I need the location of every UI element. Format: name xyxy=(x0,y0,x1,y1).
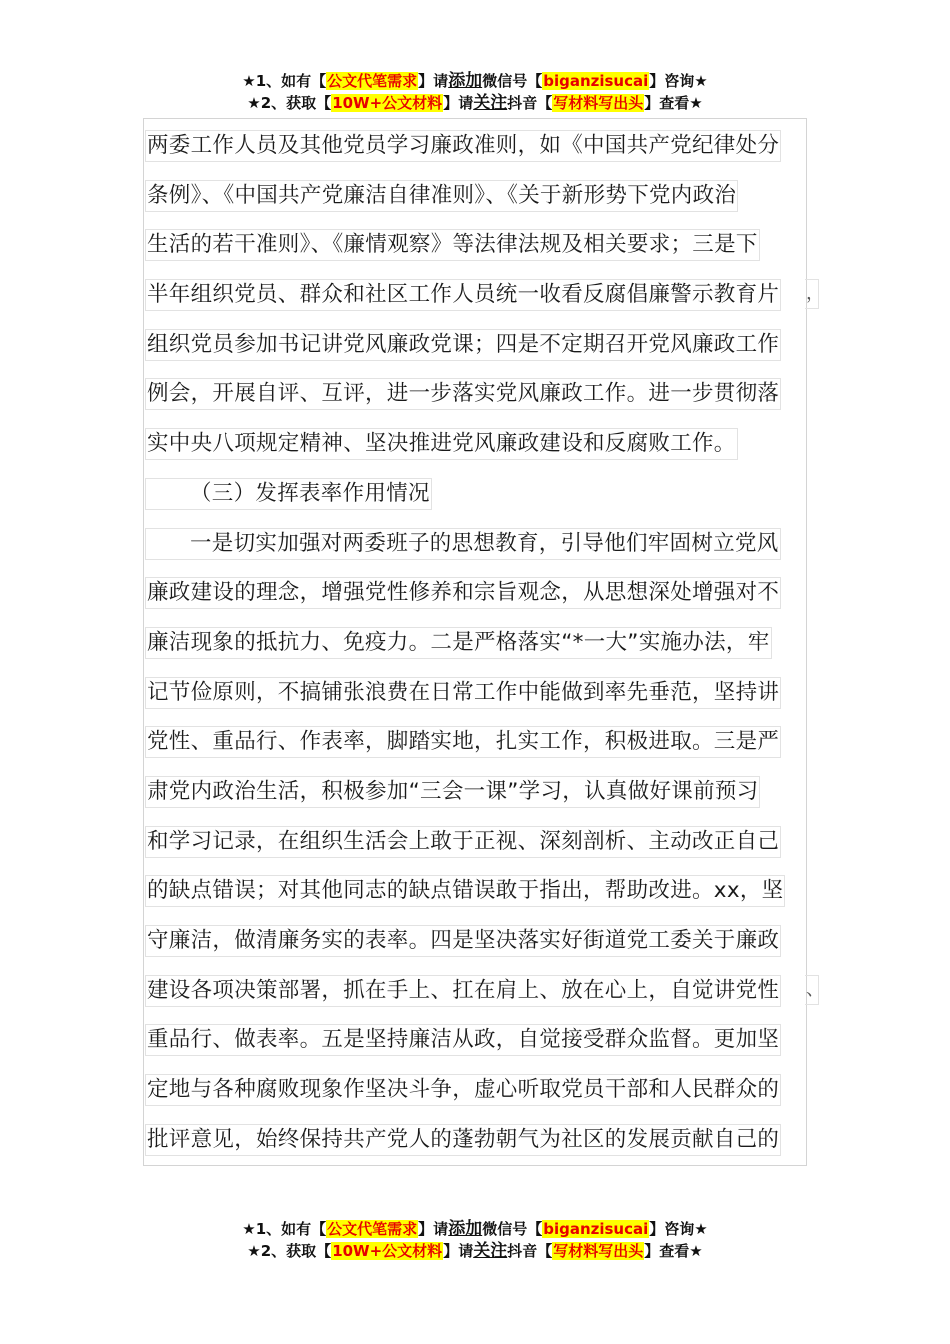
highlight-service: 公文代笔需求 xyxy=(327,1220,418,1238)
banner-text: 】查看★ xyxy=(644,1242,703,1260)
banner-text: 】咨询★ xyxy=(649,1220,708,1238)
paragraph-line: 记节俭原则，不搞铺张浪费在日常工作中能做到率先垂范，坚持讲 xyxy=(145,677,781,709)
text-line xyxy=(145,320,825,370)
text-line xyxy=(145,270,825,320)
banner-text: 】请 xyxy=(443,1242,474,1260)
overflow-punctuation: 、 xyxy=(805,975,819,1005)
paragraph-line: 条例》、《中国共产党廉洁自律准则》、《关于新形势下党内政治 xyxy=(145,180,738,212)
text-line xyxy=(145,369,825,419)
banner-text: 】请 xyxy=(418,1220,449,1238)
paragraph-line: 的缺点错误；对其他同志的缺点错误敢于指出，帮助改进。xx，坚 xyxy=(145,875,785,907)
highlight-douyin-account: 写材料写出头 xyxy=(553,1242,644,1260)
paragraph-line: 廉洁现象的抵抗力、免疫力。二是严格落实“*一大”实施办法，牢 xyxy=(145,627,772,659)
banner-line-1 xyxy=(0,70,950,92)
text-line xyxy=(145,419,825,469)
text-line xyxy=(145,220,825,270)
banner-text: 】查看★ xyxy=(644,94,703,112)
text-line xyxy=(145,469,825,519)
paragraph-line: 重品行、做表率。五是坚持廉洁从政，自觉接受群众监督。更加坚 xyxy=(145,1024,781,1056)
paragraph-line: 一是切实加强对两委班子的思想教育，引导他们牢固树立党风 xyxy=(145,528,781,560)
paragraph-line: 批评意见，始终保持共产党人的蓬勃朝气为社区的发展贡献自己的 xyxy=(145,1124,781,1156)
paragraph-line: 定地与各种腐败现象作坚决斗争，虚心听取党员干部和人民群众的 xyxy=(145,1074,781,1106)
document-body xyxy=(145,121,825,1164)
banner-text: ★2、获取【 xyxy=(247,94,332,112)
banner-text: ★2、获取【 xyxy=(247,1242,332,1260)
text-line xyxy=(145,1065,825,1115)
paragraph-line: 实中央八项规定精神、坚决推进党风廉政建设和反腐败工作。 xyxy=(145,428,738,460)
banner-text: 抖音【 xyxy=(507,94,553,112)
text-line xyxy=(145,866,825,916)
highlight-service: 公文代笔需求 xyxy=(327,72,418,90)
highlight-materials: 10W+公文材料 xyxy=(332,94,443,112)
banner-text: 】咨询★ xyxy=(649,72,708,90)
banner-line-2 xyxy=(0,92,950,114)
paragraph-line: 廉政建设的理念，增强党性修养和宗旨观念，从思想深处增强对不 xyxy=(145,577,781,609)
text-line xyxy=(145,817,825,867)
text-line xyxy=(145,519,825,569)
banner-text: ★1、如有【 xyxy=(242,1220,327,1238)
banner-text: 抖音【 xyxy=(507,1242,553,1260)
footer-banner xyxy=(0,1218,950,1262)
text-line xyxy=(145,966,825,1016)
banner-text: 】请 xyxy=(443,94,474,112)
text-line xyxy=(145,171,825,221)
section-heading: （三）发挥表率作用情况 xyxy=(145,478,432,510)
paragraph-line: 和学习记录，在组织生活会上敢于正视、深刻剖析、主动改正自己 xyxy=(145,826,781,858)
text-line xyxy=(145,1015,825,1065)
banner-text: ★1、如有【 xyxy=(242,72,327,90)
text-line xyxy=(145,568,825,618)
highlight-douyin-account: 写材料写出头 xyxy=(553,94,644,112)
paragraph-line: 生活的若干准则》、《廉情观察》等法律法规及相关要求；三是下 xyxy=(145,229,760,261)
underlined-text: 添加 xyxy=(448,1219,483,1239)
banner-text: 微信号【 xyxy=(482,72,543,90)
text-line xyxy=(145,767,825,817)
highlight-wechat-id: biganzisucai xyxy=(543,1220,649,1238)
paragraph-line: 例会，开展自评、互评，进一步落实党风廉政工作。进一步贯彻落 xyxy=(145,378,781,410)
highlight-wechat-id: biganzisucai xyxy=(543,72,649,90)
text-line xyxy=(145,668,825,718)
underlined-text: 添加 xyxy=(448,71,483,91)
paragraph-line: 建设各项决策部署，抓在手上、扛在肩上、放在心上，自觉讲党性 xyxy=(145,975,781,1007)
paragraph-line: 党性、重品行、作表率，脚踏实地，扎实工作，积极进取。三是严 xyxy=(145,726,781,758)
highlight-materials: 10W+公文材料 xyxy=(332,1242,443,1260)
text-line xyxy=(145,916,825,966)
underlined-text: 关注 xyxy=(473,1241,508,1261)
banner-text: 微信号【 xyxy=(482,1220,543,1238)
text-line xyxy=(145,717,825,767)
paragraph-line: 组织党员参加书记讲党风廉政党课；四是不定期召开党风廉政工作 xyxy=(145,329,781,361)
text-line xyxy=(145,1115,825,1165)
paragraph-line: 半年组织党员、群众和社区工作人员统一收看反腐倡廉警示教育片 xyxy=(145,279,781,311)
overflow-punctuation: ， xyxy=(805,279,819,309)
banner-line-1 xyxy=(0,1218,950,1240)
text-line xyxy=(145,121,825,171)
header-banner xyxy=(0,70,950,114)
banner-text: 】请 xyxy=(418,72,449,90)
underlined-text: 关注 xyxy=(473,93,508,113)
paragraph-line: 两委工作人员及其他党员学习廉政准则，如《中国共产党纪律处分 xyxy=(145,130,781,162)
text-line xyxy=(145,618,825,668)
paragraph-line: 肃党内政治生活，积极参加“三会一课”学习，认真做好课前预习 xyxy=(145,776,760,808)
paragraph-line: 守廉洁，做清廉务实的表率。四是坚决落实好街道党工委关于廉政 xyxy=(145,925,781,957)
banner-line-2 xyxy=(0,1240,950,1262)
